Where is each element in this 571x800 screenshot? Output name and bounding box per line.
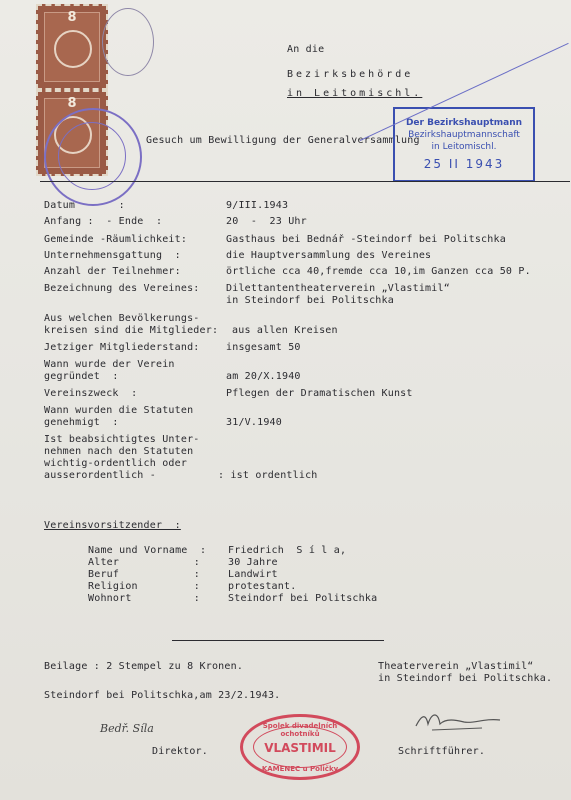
field-value-club: Dilettantentheaterverein „Vlastimil“ xyxy=(226,283,450,294)
chairman-label-profession: Beruf : xyxy=(88,569,200,580)
tax-stamp-top xyxy=(36,4,108,90)
receipt-place: in Leitomischl. xyxy=(431,142,497,152)
chairman-label-residence: Wohnort : xyxy=(88,593,200,604)
director-signature: Bedř. Síla xyxy=(100,722,154,735)
place-date: Steindorf bei Politschka,am 23/2.1943. xyxy=(44,690,281,701)
chairman-heading: Vereinsvorsitzender : xyxy=(44,520,181,531)
founding-label-1: Wann wurde der Verein xyxy=(44,359,175,370)
members-label-2: kreisen sind die Mitglieder: xyxy=(44,325,219,336)
purpose-value: Pflegen der Dramatischen Kunst xyxy=(226,388,413,399)
coat-of-arms-icon xyxy=(54,30,92,68)
field-label-date: Datum : xyxy=(44,200,125,211)
member-count-value: insgesamt 50 xyxy=(226,342,301,353)
round-stamp-faint xyxy=(102,8,154,76)
chairman-label-age: Alter : xyxy=(88,557,200,568)
subject: Gesuch um Bewilligung der Generalversammlung xyxy=(146,135,420,146)
field-value-date: 9/III.1943 xyxy=(226,200,289,211)
secretary-label: Schriftführer. xyxy=(398,746,486,757)
enclosure: Beilage : 2 Stempel zu 8 Kronen. xyxy=(44,661,244,672)
field-label-participants: Anzahl der Teilnehmer: xyxy=(44,266,181,277)
address-line-3: in Leitomischl. xyxy=(287,88,423,99)
field-label-venue: Gemeinde -Räumlichkeit: xyxy=(44,234,188,245)
type-label-4: ausserordentlich - xyxy=(44,470,156,481)
club-stamp-bottom: KAMENEC u Poličky xyxy=(261,765,339,773)
field-label-time: Anfang : - Ende : xyxy=(44,216,163,227)
members-label-1: Aus welchen Bevölkerungs- xyxy=(44,313,200,324)
address-line-1: An die xyxy=(287,44,325,55)
type-label-3: wichtig-ordentlich oder xyxy=(44,458,188,469)
club-stamp-top: Spolek divadelních ochotníků xyxy=(262,722,338,738)
field-label-event-type: Unternehmensgattung : xyxy=(44,250,181,261)
receipt-office: Bezirkshauptmannschaft xyxy=(408,130,520,140)
receipt-authority: Der Bezirkshauptmann xyxy=(405,118,523,128)
statutes-value: 31/V.1940 xyxy=(226,417,282,428)
secretary-signature xyxy=(412,708,512,736)
purpose-label: Vereinszweck : xyxy=(44,388,138,399)
chairman-value-religion: protestant. xyxy=(228,581,297,592)
tax-stamp-value: 8 xyxy=(67,96,77,111)
field-value-time: 20 - 23 Uhr xyxy=(226,216,307,227)
field-value-club-place: in Steindorf bei Politschka xyxy=(226,295,394,306)
chairman-value-age: 30 Jahre xyxy=(228,557,278,568)
club-stamp xyxy=(240,714,360,780)
chairman-label-name: Name und Vorname : xyxy=(88,545,207,556)
divider-bottom xyxy=(172,640,384,641)
director-label: Direktor. xyxy=(152,746,208,757)
round-stamp-purple xyxy=(44,108,142,206)
address-line-2: Bezirksbehörde xyxy=(287,69,414,80)
field-value-venue: Gasthaus bei Bednář -Steindorf bei Politschka xyxy=(226,234,506,245)
receipt-stamp xyxy=(393,107,535,182)
tax-stamp-value: 8 xyxy=(67,10,77,25)
club-name-line-1: Theaterverein „Vlastimil“ xyxy=(378,661,534,672)
type-label-2: nehmen nach den Statuten xyxy=(44,446,194,457)
type-value: : ist ordentlich xyxy=(218,470,318,481)
field-label-club: Bezeichnung des Vereines: xyxy=(44,283,200,294)
chairman-value-profession: Landwirt xyxy=(228,569,278,580)
receipt-date: 25 II 1943 xyxy=(423,157,505,171)
club-stamp-name: VLASTIMIL xyxy=(264,741,336,755)
statutes-label-2: genehmigt : xyxy=(44,417,119,428)
divider-top xyxy=(40,181,570,182)
chairman-value-residence: Steindorf bei Politschka xyxy=(228,593,378,604)
member-count-label: Jetziger Mitgliederstand: xyxy=(44,342,200,353)
founding-label-2: gegründet : xyxy=(44,371,119,382)
field-value-participants: örtliche cca 40,fremde cca 10,im Ganzen cca 50 P. xyxy=(226,266,531,277)
members-value: aus allen Kreisen xyxy=(232,325,338,336)
statutes-label-1: Wann wurden die Statuten xyxy=(44,405,194,416)
type-label-1: Ist beabsichtigtes Unter- xyxy=(44,434,200,445)
chairman-value-name: Friedrich S í l a, xyxy=(228,545,347,556)
field-value-event-type: die Hauptversammlung des Vereines xyxy=(226,250,432,261)
founding-value: am 20/X.1940 xyxy=(226,371,301,382)
chairman-label-religion: Religion : xyxy=(88,581,200,592)
club-name-line-2: in Steindorf bei Politschka. xyxy=(378,673,553,684)
